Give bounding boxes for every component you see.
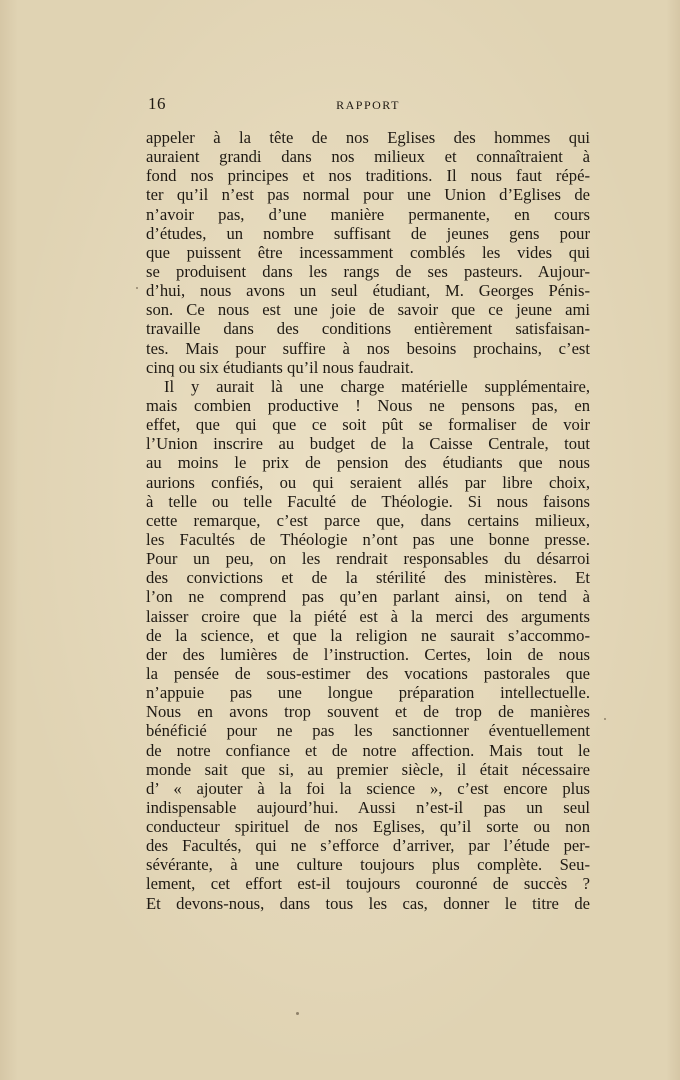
body-text	[146, 128, 590, 913]
text-line: mais combien productive ! Nous ne pensons pas, en	[146, 395, 590, 415]
text-line: d’ « ajouter à la foi la science », c’est encore plus	[146, 778, 590, 798]
text-line: au moins le prix de pension des étudiants que nous	[146, 453, 590, 473]
paper-speck	[604, 718, 606, 720]
text-line: l’on ne comprend pas qu’en parlant ainsi, on tend à	[146, 587, 590, 607]
text-line: monde sait que si, au premier siècle, il était nécessaire	[146, 759, 590, 779]
text-line: les Facultés de Théologie n’ont pas une bonne presse.	[146, 529, 590, 549]
text-line: auraient grandi dans nos milieux et connaîtraient à	[146, 147, 590, 167]
paper-speck	[296, 1012, 299, 1015]
text-line: Pour un peu, on les rendrait responsables du désarroi	[146, 549, 590, 569]
text-line: l’Union inscrire au budget de la Caisse Centrale, tout	[146, 434, 590, 454]
running-head: RAPPORT	[336, 98, 400, 112]
text-line: travaille dans des conditions entièrement satisfaisan-	[146, 319, 590, 339]
text-line: de la science, et que la religion ne saurait s’accommo-	[146, 625, 590, 645]
text-line: son. Ce nous est une joie de savoir que ce jeune ami	[146, 300, 590, 320]
text-line: bénéficié pour ne pas les sanctionner éventuellement	[146, 721, 590, 741]
text-line: d’hui, nous avons un seul étudiant, M. Georges Pénis-	[146, 281, 590, 301]
text-line: Et devons-nous, dans tous les cas, donner le titre de	[146, 893, 590, 913]
text-line: Nous en avons trop souvent et de trop de manières	[146, 702, 590, 722]
text-line: de notre confiance et de notre affection. Mais tout le	[146, 740, 590, 760]
text-line: n’avoir pas, d’une manière permanente, en cours	[146, 204, 590, 224]
text-line: des Facultés, qui ne s’efforce d’arriver, par l’étude per-	[146, 836, 590, 856]
text-line: que puissent être incessamment comblés les vides qui	[146, 242, 590, 262]
text-line: Il y aurait là une charge matérielle supplémentaire,	[164, 376, 590, 396]
text-line: appeler à la tête de nos Eglises des hommes qui	[146, 128, 590, 147]
page-header	[148, 94, 588, 118]
text-line: se produisent dans les rangs de ses pasteurs. Aujour-	[146, 261, 590, 281]
text-line: d’études, un nombre suffisant de jeunes gens pour	[146, 223, 590, 243]
text-line: effet, que qui que ce soit pût se formaliser de voir	[146, 415, 590, 435]
text-line: la pensée de sous-estimer des vocations pastorales que	[146, 663, 590, 683]
text-line: à telle ou telle Faculté de Théologie. Si nous faisons	[146, 491, 590, 511]
text-line: indispensable aujourd’hui. Aussi n’est-il pas un seul	[146, 797, 590, 817]
text-line: lement, cet effort est-il toujours couronné de succès ?	[146, 874, 590, 894]
text-line: conducteur spirituel de nos Eglises, qu’il sorte ou non	[146, 817, 590, 837]
text-line: tes. Mais pour suffire à nos besoins prochains, c’est	[146, 338, 590, 358]
text-line: laisser croire que la piété est à la merci des arguments	[146, 606, 590, 626]
text-line: cette remarque, c’est parce que, dans certains milieux,	[146, 510, 590, 530]
text-line: ter qu’il n’est pas normal pour une Union d’Eglises de	[146, 185, 590, 205]
paper-speck	[136, 287, 138, 289]
text-line: der des lumières de l’instruction. Certes, loin de nous	[146, 644, 590, 664]
text-line: aurions confiés, ou qui seraient allés par libre choix,	[146, 472, 590, 492]
text-line: cinq ou six étudiants qu’il nous faudrait.	[146, 357, 414, 377]
text-line: sévérante, à une culture toujours plus complète. Seu-	[146, 855, 590, 875]
text-line: n’appuie pas une longue préparation intellectuelle.	[146, 683, 590, 703]
page-number: 16	[148, 94, 166, 113]
text-line: des convictions et de la stérilité des ministères. Et	[146, 568, 590, 588]
text-line: fond nos principes et nos traditions. Il nous faut répé-	[146, 166, 590, 186]
